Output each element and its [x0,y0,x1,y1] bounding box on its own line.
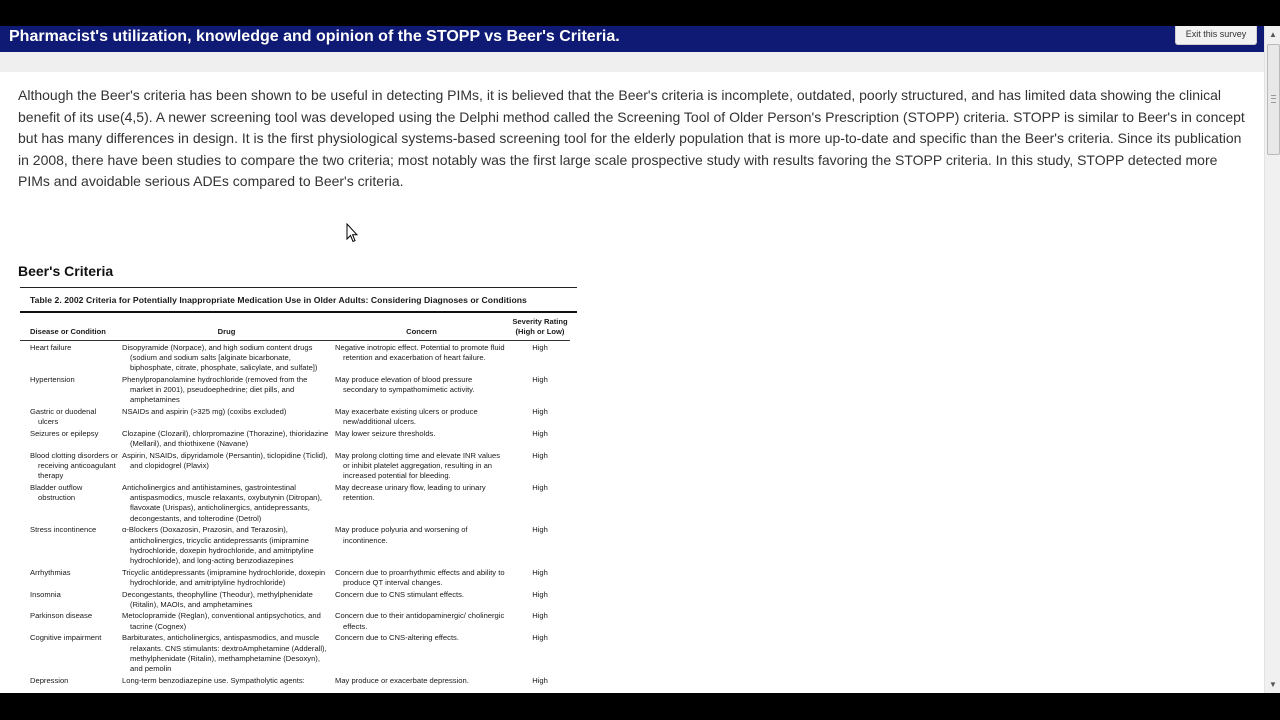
cell-drug [120,610,333,632]
header-divider-strip [0,52,1264,72]
table-header-row [20,313,570,341]
cell-condition [20,428,120,450]
cell-severity-text: High [532,407,548,417]
cell-severity [510,374,570,406]
table-row [20,524,570,566]
exit-survey-button[interactable]: Exit this survey [1175,26,1257,45]
table-row [20,374,570,406]
cell-concern [333,566,510,588]
cell-condition-text: Heart failure [30,342,72,352]
table-row [20,449,570,481]
scroll-down-arrow-icon[interactable]: ▼ [1269,680,1277,689]
cell-severity [510,674,570,686]
cell-severity-text: High [532,342,548,352]
cell-concern-text: May produce polyuria and worsening of incontinence. [335,525,468,545]
cell-severity [510,406,570,428]
cell-condition-text: Depression [30,675,69,685]
cell-condition-text: Hypertension [30,375,75,385]
cell-concern [333,610,510,632]
beers-criteria-table-image [20,287,577,686]
cell-drug-text: Tricyclic antidepressants (imipramine hydrochloride, doxepin hydrochloride, and amitriptyline hydrochloride) [122,567,326,587]
cell-condition [20,482,120,524]
cell-severity [510,524,570,566]
survey-header [0,26,1264,52]
cell-concern-text: May produce or exacerbate depression. [335,675,469,685]
cell-severity [510,632,570,674]
cell-severity-text: High [532,483,548,493]
cell-condition-text: Blood clotting disorders or receiving anticoagulant therapy [30,450,118,481]
cell-condition-text: Cognitive impairment [30,633,102,643]
top-black-bar [0,0,1280,26]
table-row [20,428,570,450]
table-body [20,341,570,686]
cell-condition-text: Gastric or duodenal ulcers [30,407,97,427]
cell-drug [120,449,333,481]
cell-severity-text: High [532,567,548,577]
header-drug: Drug [120,313,333,341]
cell-drug-text: Phenylpropanolamine hydrochloride (removed from the market in 2001), pseudoephedrine; diet pills, and amphetamines [122,375,308,405]
table-row [20,482,570,524]
cell-concern-text: May exacerbate existing ulcers or produce new/additional ulcers. [335,407,478,427]
survey-title: Pharmacist's utilization, knowledge and opinion of the STOPP vs Beer's Criteria. [9,28,620,45]
cell-drug-text: Aspirin, NSAIDs, dipyridamole (Persantin), ticlopidine (Ticlid), and clopidogrel (Plavix) [122,450,328,471]
cell-condition-text: Insomnia [30,589,61,599]
cell-drug [120,482,333,524]
cell-condition [20,524,120,566]
cell-drug [120,674,333,686]
cell-severity-text: High [532,429,548,439]
cell-condition [20,566,120,588]
cell-concern-text: Negative inotropic effect. Potential to promote fluid retention and exacerbation of heart failure. [335,342,505,363]
cell-drug-text: Disopyramide (Norpace), and high sodium content drugs (sodium and sodium salts [alginate bicarbonate, biphosphate, citrate, phosphate, salicylate, and sulfate]) [122,342,318,373]
cell-drug [120,374,333,406]
cell-drug-text: NSAIDs and aspirin (>325 mg) (coxibs excluded) [122,407,287,417]
cell-condition-text: Seizures or epilepsy [30,429,99,439]
cell-drug [120,566,333,588]
mouse-cursor-icon [346,223,358,243]
cell-drug-text: α-Blockers (Doxazosin, Prazosin, and Terazosin), anticholinergics, tricyclic antidepressants (imipramine hydrochloride, doxepin hydrochloride, and amitriptyline hydrochloride), and long-acting benzodiazepines [122,525,314,565]
criteria-table [20,313,570,686]
cell-severity [510,610,570,632]
cell-drug [120,341,333,374]
cell-severity-text: High [532,611,548,621]
cell-drug [120,588,333,610]
cell-concern [333,588,510,610]
cell-drug-text: Metoclopramide (Reglan), conventional antipsychotics, and tacrine (Cognex) [122,611,321,631]
cell-severity-text: High [532,633,548,643]
cell-concern [333,449,510,481]
cell-condition [20,588,120,610]
intro-paragraph: Although the Beer's criteria has been shown to be useful in detecting PIMs, it is believed that the Beer's criteria is incomplete, outdated, poorly structured, and has limited data showing the clinical benefit of its use(4,5). A newer screening tool was developed using the Delphi method called the Screening Tool of Older Person's Prescription (STOPP) criteria. STOPP is similar to Beer's in concept but has many differences in design. It is the first physiological systems-based screening tool for the elderly population that is more up-to-date and specific than the Beer's criteria. Since its publication in 2008, there have been studies to compare the two criteria; most notably was the first large scale prospective study with results favoring the STOPP criteria. In this study, STOPP detected more PIMs and avoidable serious ADEs compared to Beer's criteria. [18,87,1245,189]
header-severity-line2: (High or Low) [515,327,565,337]
cell-condition [20,406,120,428]
cell-drug-text: Long-term benzodiazepine use. Sympatholytic agents: [122,675,305,685]
cell-concern [333,482,510,524]
scroll-up-arrow-icon[interactable]: ▲ [1269,30,1277,39]
header-severity-line1: Severity Rating [512,317,568,326]
cell-severity [510,341,570,374]
cell-concern-text: Concern due to their antidopaminergic/ cholinergic effects. [335,611,505,631]
cell-severity-text: High [532,375,548,385]
table-row [20,610,570,632]
cell-concern [333,341,510,374]
cell-severity-text: High [532,589,548,599]
table-row [20,406,570,428]
cell-severity [510,566,570,588]
thumb-grip-icon [1271,95,1276,103]
cell-concern-text: May lower seizure thresholds. [335,429,436,439]
cell-drug [120,524,333,566]
cell-severity-text: High [532,675,548,685]
cell-condition [20,632,120,674]
table-row [20,566,570,588]
cell-severity [510,482,570,524]
cell-concern-text: May prolong clotting time and elevate INR values or inhibit platelet aggregation, resulting in an increased potential for bleeding. [335,450,501,481]
header-severity [510,313,570,341]
cell-concern [333,674,510,686]
cell-drug-text: Clozapine (Clozaril), chlorpromazine (Thorazine), thioridazine (Mellaril), and thiothixene (Navane) [122,429,329,449]
cell-drug [120,428,333,450]
cell-severity [510,428,570,450]
cell-concern [333,374,510,406]
cell-drug-text: Decongestants, theophylline (Theodur), methylphenidate (Ritalin), MAOIs, and amphetamines [122,589,313,609]
cell-concern-text: Concern due to CNS-altering effects. [335,633,459,643]
cell-condition [20,674,120,686]
cell-drug-text: Barbiturates, anticholinergics, antispasmodics, and muscle relaxants. CNS stimulants: dextroAmphetamine (Adderall), methylphenidate (Ritalin), methamphetamine (Desoxyn), and pemolin [122,633,327,673]
cell-concern-text: May decrease urinary flow, leading to urinary retention. [335,483,486,503]
cell-condition [20,610,120,632]
cell-severity-text: High [532,525,548,535]
cell-drug [120,406,333,428]
cell-condition [20,341,120,374]
cell-severity [510,449,570,481]
cell-concern-text: Concern due to proarrhythmic effects and ability to produce QT interval changes. [335,567,505,587]
cell-condition-text: Parkinson disease [30,611,93,621]
table-row [20,588,570,610]
section-heading: Beer's Criteria [18,263,114,279]
cell-concern [333,406,510,428]
cell-drug-text: Anticholinergics and antihistamines, gastrointestinal antispasmodics, muscle relaxants, oxybutynin (Ditropan), flavoxate (Urispas), anticholinergics, antidepressants, decongestants, and tolterodine (Detrol) [122,483,323,523]
cell-drug [120,632,333,674]
vertical-scrollbar[interactable] [1264,26,1280,693]
cell-condition-text: Bladder outflow obstruction [30,483,83,503]
cell-severity [510,588,570,610]
cell-severity-text: High [532,450,548,460]
cell-condition [20,449,120,481]
table-caption: Table 2. 2002 Criteria for Potentially Inappropriate Medication Use in Older Adults: Considering Diagnoses or Conditions [30,295,527,305]
cell-condition-text: Stress incontinence [30,525,97,535]
cell-condition [20,374,120,406]
cell-concern [333,632,510,674]
cell-condition-text: Arrhythmias [30,567,71,577]
header-condition: Disease or Condition [20,313,120,341]
cell-concern-text: May produce elevation of blood pressure secondary to sympathomimetic activity. [335,375,475,395]
browser-viewport [0,26,1264,693]
table-row [20,341,570,374]
table-row [20,632,570,674]
scrollbar-thumb[interactable] [1267,44,1280,155]
cell-concern-text: Concern due to CNS stimulant effects. [335,589,465,599]
cell-concern [333,428,510,450]
bottom-black-bar [0,693,1280,720]
cell-concern [333,524,510,566]
table-row [20,674,570,686]
header-concern: Concern [333,313,510,341]
